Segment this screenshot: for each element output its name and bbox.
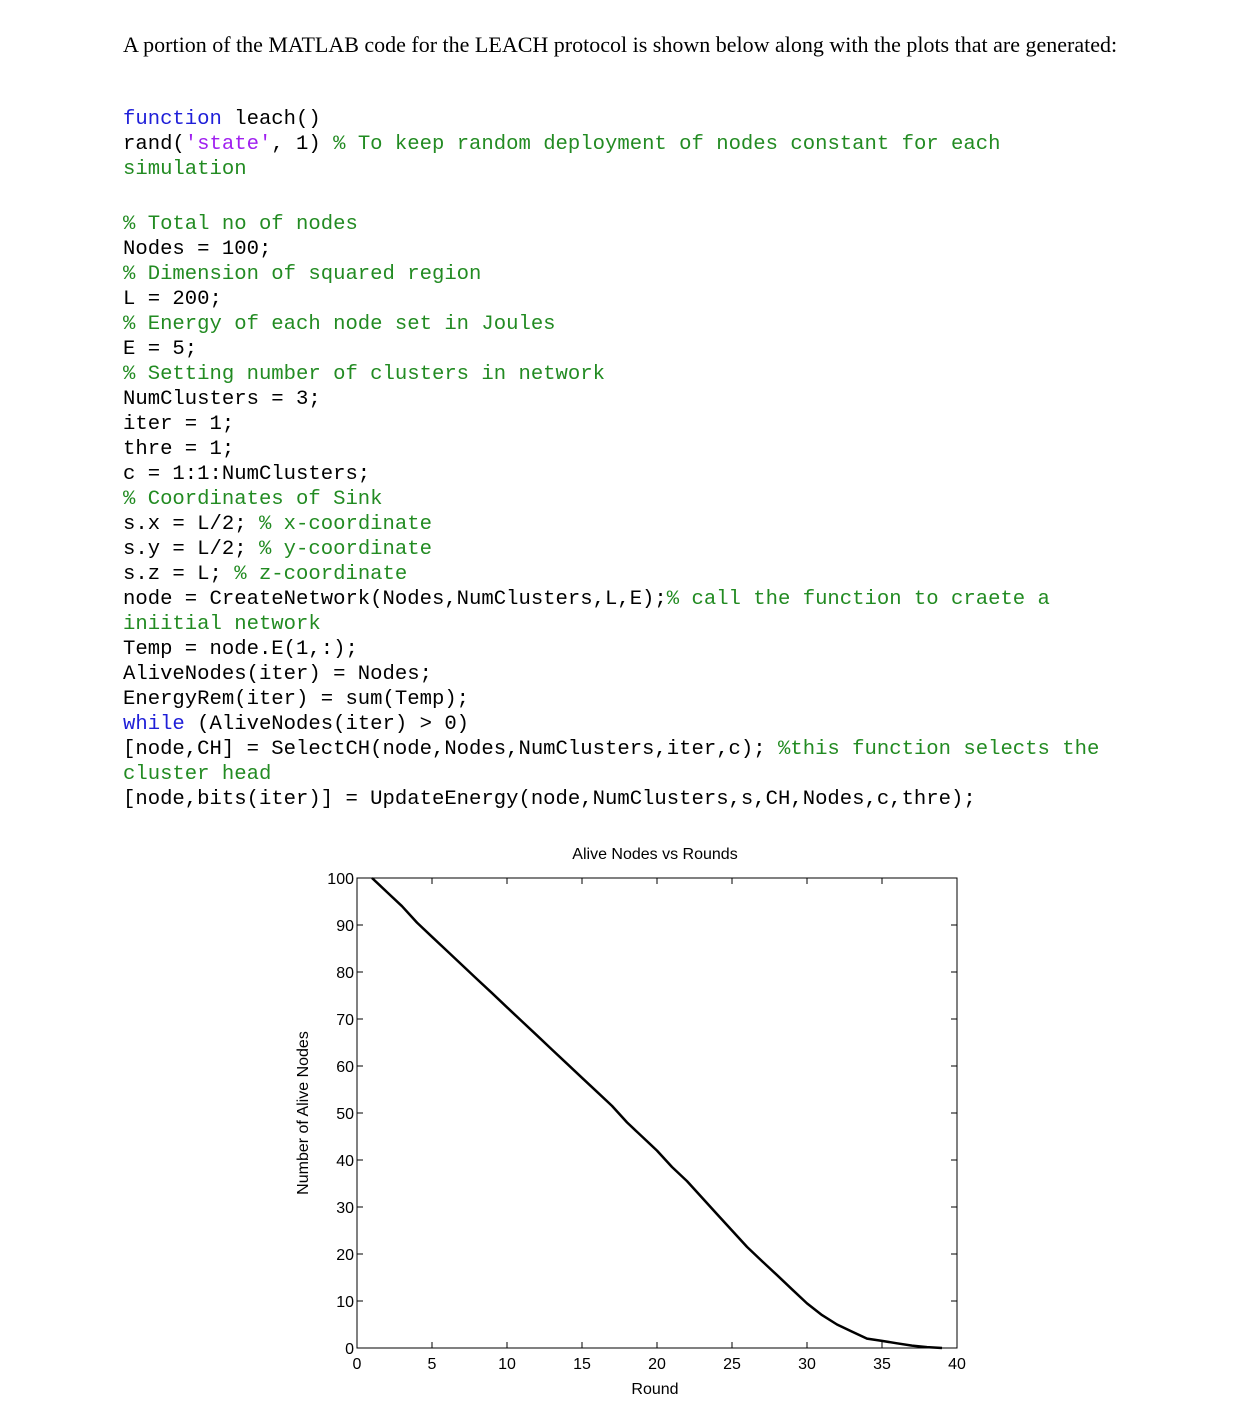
- code-line: [123, 537, 1128, 562]
- code-line: [123, 287, 1128, 312]
- series-line-alive-nodes: [372, 878, 942, 1348]
- code-keyword: while: [123, 713, 185, 736]
- code-text: s.z = L;: [123, 563, 235, 586]
- x-tick-label: 0: [352, 1356, 362, 1373]
- code-line: [123, 387, 1128, 412]
- y-tick-label: 60: [336, 1059, 354, 1076]
- code-line: [123, 512, 1128, 537]
- code-text: s.x = L/2;: [123, 513, 259, 536]
- code-text: c = 1:1:NumClusters;: [123, 463, 371, 486]
- alive-nodes-chart: [270, 835, 990, 1407]
- code-line: [123, 312, 1128, 337]
- code-comment: % Total no of nodes: [123, 213, 358, 236]
- y-tick-label: 70: [336, 1012, 354, 1029]
- intro-paragraph: A portion of the MATLAB code for the LEACH protocol is shown below along with the plots that are generated:: [123, 32, 1118, 57]
- code-text: rand(: [123, 133, 185, 156]
- x-tick-label: 20: [648, 1356, 666, 1373]
- code-comment: % Coordinates of Sink: [123, 488, 383, 511]
- code-text: Temp = node.E(1,:);: [123, 638, 358, 661]
- code-line: [123, 337, 1128, 362]
- code-line: [123, 737, 1128, 787]
- code-line: [123, 637, 1128, 662]
- code-comment: % z-coordinate: [234, 563, 408, 586]
- code-line: [123, 687, 1128, 712]
- code-text: iter = 1;: [123, 413, 235, 436]
- code-text: leach(): [221, 108, 321, 131]
- code-comment: % To keep random deployment of nodes constant for each simulation: [123, 133, 1013, 181]
- chart-title: Alive Nodes vs Rounds: [572, 846, 738, 863]
- y-tick-label: 0: [345, 1341, 354, 1358]
- code-comment: %this function selects the cluster head: [123, 738, 1112, 786]
- code-line: [123, 712, 1128, 737]
- code-text: L = 200;: [123, 288, 222, 311]
- code-line: [123, 237, 1128, 262]
- matlab-code-block: [123, 107, 1128, 812]
- code-text: [node,bits(iter)] = UpdateEnergy(node,NumClusters,s,CH,Nodes,c,thre);: [123, 788, 976, 811]
- code-line: [123, 587, 1128, 637]
- code-comment: % Dimension of squared region: [123, 263, 482, 286]
- code-text: NumClusters = 3;: [123, 388, 321, 411]
- code-line: [123, 462, 1128, 487]
- code-line: [123, 787, 1128, 812]
- code-line: [123, 487, 1128, 512]
- x-tick-label: 35: [873, 1356, 891, 1373]
- x-tick-label: 25: [723, 1356, 741, 1373]
- y-tick-label: 50: [336, 1106, 354, 1123]
- code-line: [123, 437, 1128, 462]
- code-text: node = CreateNetwork(Nodes,NumClusters,L,E);: [123, 588, 667, 611]
- code-line: [123, 212, 1128, 237]
- y-tick-label: 90: [336, 918, 354, 935]
- y-axis-label: Number of Alive Nodes: [295, 1031, 312, 1195]
- code-text: E = 5;: [123, 338, 198, 361]
- y-tick-label: 80: [336, 965, 354, 982]
- code-text: (AliveNodes(iter) > 0): [184, 713, 470, 736]
- code-line: [123, 262, 1128, 287]
- code-comment: % Energy of each node set in Joules: [123, 313, 556, 336]
- x-tick-label: 15: [573, 1356, 591, 1373]
- code-line: [123, 662, 1128, 687]
- code-comment: % Setting number of clusters in network: [123, 363, 605, 386]
- code-line: [123, 132, 1128, 182]
- x-tick-label: 5: [427, 1356, 437, 1373]
- code-text: , 1): [271, 133, 334, 156]
- plot-frame: [357, 878, 957, 1348]
- y-tick-label: 100: [327, 871, 354, 888]
- code-line: [123, 562, 1128, 587]
- code-line: [123, 362, 1128, 387]
- code-text: EnergyRem(iter) = sum(Temp);: [123, 688, 470, 711]
- x-tick-label: 30: [798, 1356, 816, 1373]
- x-axis-label: Round: [631, 1381, 679, 1398]
- y-tick-label: 20: [336, 1247, 354, 1264]
- y-tick-label: 10: [336, 1294, 354, 1311]
- y-tick-label: 30: [336, 1200, 354, 1217]
- x-tick-label: 10: [498, 1356, 516, 1373]
- code-text: AliveNodes(iter) = Nodes;: [123, 663, 432, 686]
- code-text: thre = 1;: [123, 438, 235, 461]
- code-text: Nodes = 100;: [123, 238, 272, 261]
- code-comment: % x-coordinate: [258, 513, 432, 536]
- code-line: [123, 182, 1128, 212]
- code-comment: % call the function to craete a iniitial network: [123, 588, 1063, 636]
- code-keyword: function: [123, 108, 222, 131]
- y-tick-label: 40: [336, 1153, 354, 1170]
- code-text: s.y = L/2;: [123, 538, 259, 561]
- code-comment: % y-coordinate: [258, 538, 432, 561]
- code-line: [123, 107, 1128, 132]
- x-tick-label: 40: [948, 1356, 966, 1373]
- code-line: [123, 412, 1128, 437]
- code-text: [node,CH] = SelectCH(node,Nodes,NumClusters,iter,c);: [123, 738, 778, 761]
- code-string: 'state': [184, 133, 272, 156]
